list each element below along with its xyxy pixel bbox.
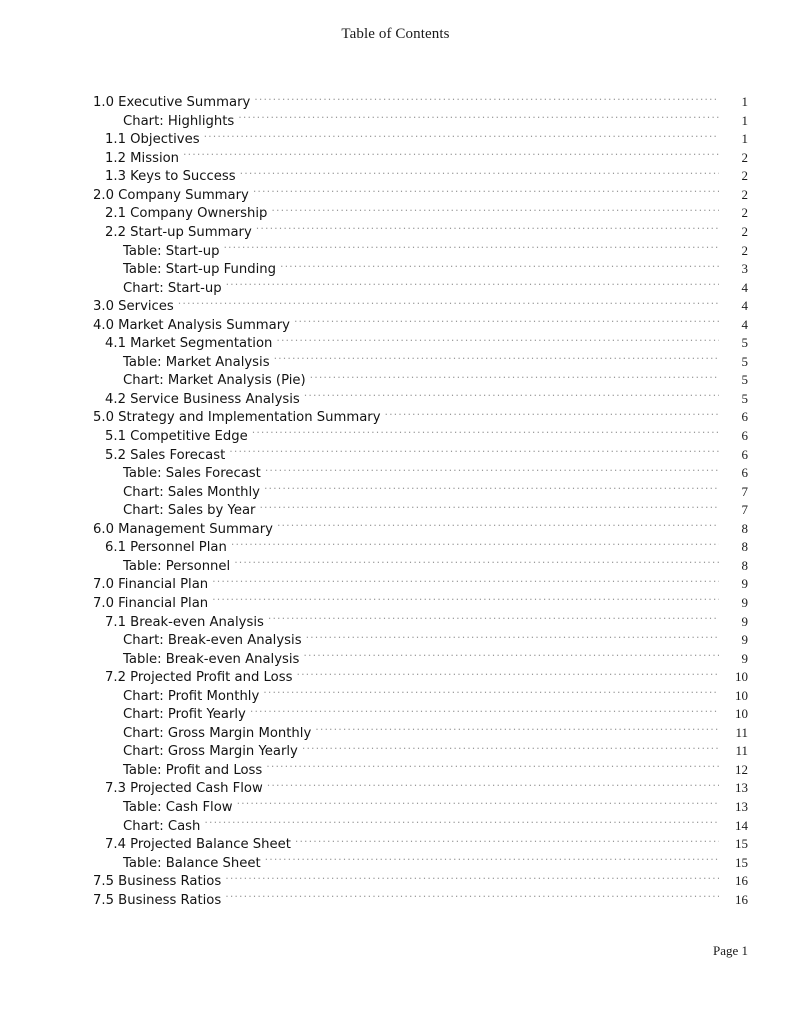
toc-entry-label: 7.1 Break-even Analysis (105, 614, 264, 630)
toc-entry-page-number: 6 (741, 465, 748, 481)
dot-leader (250, 705, 719, 718)
dot-leader (277, 520, 719, 533)
toc-entry-label: 1.3 Keys to Success (105, 169, 236, 185)
toc-entry-page-number: 13 (735, 798, 748, 814)
toc-entry-label: 7.2 Projected Profit and Loss (105, 670, 293, 686)
toc-entry-label: 7.5 Business Ratios (93, 874, 222, 890)
toc-entry-page-number: 2 (741, 205, 748, 221)
toc-entry-label: 5.2 Sales Forecast (105, 447, 226, 463)
toc-entry-label: 7.3 Projected Cash Flow (105, 781, 263, 797)
dot-leader (271, 204, 719, 217)
dot-leader (240, 167, 719, 180)
toc-entry-label: 1.0 Executive Summary (93, 95, 251, 111)
toc-entry[interactable] (93, 464, 748, 483)
toc-entry-page-number: 5 (741, 335, 748, 351)
dot-leader (204, 130, 719, 143)
toc-entry-label: 5.0 Strategy and Implementation Summary (93, 410, 381, 426)
dot-leader (304, 390, 719, 403)
dot-leader (263, 687, 719, 700)
toc-entry-label: Table: Personnel (123, 558, 231, 574)
toc-entry-page-number: 16 (735, 873, 748, 889)
toc-entry[interactable] (93, 93, 748, 112)
toc-entry-page-number: 5 (741, 353, 748, 369)
table-of-contents (93, 93, 748, 909)
toc-entry-page-number: 14 (735, 817, 748, 833)
toc-entry[interactable] (93, 204, 748, 223)
dot-leader (223, 241, 719, 254)
toc-entry-page-number: 4 (741, 298, 748, 314)
toc-entry-page-number: 6 (741, 409, 748, 425)
dot-leader (256, 223, 719, 236)
dot-leader (226, 278, 719, 291)
toc-entry[interactable] (93, 612, 748, 631)
dot-leader (315, 724, 719, 737)
toc-entry-label: Table: Balance Sheet (123, 855, 261, 871)
toc-entry-label: Table: Start-up Funding (123, 262, 276, 278)
dot-leader (268, 612, 719, 625)
toc-entry-label: Chart: Highlights (123, 113, 235, 129)
toc-entry-page-number: 8 (741, 539, 748, 555)
toc-entry-page-number: 8 (741, 520, 748, 536)
toc-entry[interactable] (93, 761, 748, 780)
dot-leader (264, 482, 719, 495)
dot-leader (265, 853, 719, 866)
toc-entry[interactable] (93, 186, 748, 205)
toc-entry-page-number: 2 (741, 168, 748, 184)
toc-entry[interactable] (93, 649, 748, 668)
toc-entry[interactable] (93, 334, 748, 353)
toc-entry-page-number: 1 (741, 131, 748, 147)
toc-entry-page-number: 15 (735, 854, 748, 870)
toc-entry-page-number: 16 (735, 891, 748, 907)
toc-entry-label: Chart: Break-even Analysis (123, 633, 302, 649)
dot-leader (183, 149, 719, 162)
dot-leader (178, 297, 719, 310)
dot-leader (225, 872, 719, 885)
toc-entry-label: 7.5 Business Ratios (93, 892, 222, 908)
toc-entry-page-number: 3 (741, 261, 748, 277)
page-title: Table of Contents (341, 26, 450, 42)
dot-leader (385, 408, 720, 421)
toc-entry-label: Table: Break-even Analysis (123, 651, 300, 667)
toc-entry-page-number: 6 (741, 428, 748, 444)
toc-entry[interactable] (93, 557, 748, 576)
toc-entry-page-number: 12 (735, 761, 748, 777)
toc-entry-label: Chart: Start-up (123, 280, 222, 296)
toc-entry[interactable] (93, 445, 748, 464)
dot-leader (259, 501, 719, 514)
toc-entry-label: 7.0 Financial Plan (93, 577, 209, 593)
dot-leader (295, 835, 719, 848)
toc-entry[interactable] (93, 835, 748, 854)
toc-entry-page-number: 4 (741, 316, 748, 332)
dot-leader (231, 538, 719, 551)
toc-entry-label: 2.2 Start-up Summary (105, 225, 252, 241)
dot-leader (280, 260, 719, 273)
toc-entry-page-number: 6 (741, 446, 748, 462)
toc-entry[interactable] (93, 742, 748, 761)
dot-leader (225, 891, 719, 904)
toc-entry[interactable] (93, 371, 748, 390)
toc-entry-page-number: 9 (741, 594, 748, 610)
toc-entry-label: 2.1 Company Ownership (105, 206, 268, 222)
toc-entry-label: Chart: Sales Monthly (123, 484, 260, 500)
toc-entry-label: Chart: Market Analysis (Pie) (123, 373, 306, 389)
toc-entry-label: Chart: Profit Monthly (123, 688, 260, 704)
toc-entry-label: Table: Market Analysis (123, 354, 270, 370)
toc-entry-page-number: 10 (735, 687, 748, 703)
toc-entry[interactable] (93, 724, 748, 743)
toc-entry-label: Chart: Profit Yearly (123, 707, 246, 723)
dot-leader (252, 427, 719, 440)
toc-entry[interactable] (93, 112, 748, 131)
toc-entry[interactable] (93, 260, 748, 279)
dot-leader (212, 575, 719, 588)
toc-entry-page-number: 1 (741, 94, 748, 110)
dot-leader (310, 371, 719, 384)
toc-entry-page-number: 2 (741, 224, 748, 240)
dot-leader (296, 668, 719, 681)
toc-entry[interactable] (93, 872, 748, 891)
dot-leader (303, 649, 719, 662)
dot-leader (265, 464, 719, 477)
toc-entry-label: Table: Cash Flow (123, 799, 233, 815)
dot-leader (212, 594, 719, 607)
dot-leader (276, 334, 719, 347)
toc-entry[interactable] (93, 167, 748, 186)
toc-entry-label: Chart: Sales by Year (123, 503, 256, 519)
toc-entry[interactable] (93, 816, 748, 835)
toc-entry[interactable] (93, 241, 748, 260)
toc-entry-page-number: 2 (741, 242, 748, 258)
toc-entry[interactable] (93, 668, 748, 687)
toc-entry[interactable] (93, 297, 748, 316)
toc-entry-label: 6.0 Management Summary (93, 521, 273, 537)
dot-leader (266, 761, 719, 774)
toc-entry[interactable] (93, 316, 748, 335)
toc-entry-label: 2.0 Company Summary (93, 187, 249, 203)
toc-entry[interactable] (93, 575, 748, 594)
toc-entry-page-number: 11 (735, 724, 748, 740)
toc-entry-label: 3.0 Services (93, 299, 174, 315)
dot-leader (204, 816, 719, 829)
toc-entry[interactable] (93, 223, 748, 242)
toc-entry-page-number: 2 (741, 149, 748, 165)
toc-entry-page-number: 9 (741, 632, 748, 648)
dot-leader (302, 742, 719, 755)
toc-entry-page-number: 15 (735, 836, 748, 852)
toc-entry[interactable] (93, 594, 748, 613)
toc-entry-label: 4.2 Service Business Analysis (105, 391, 300, 407)
page-footer: Page 1 (712, 943, 748, 958)
toc-entry-label: Chart: Gross Margin Yearly (123, 744, 298, 760)
toc-entry[interactable] (93, 687, 748, 706)
toc-entry-page-number: 5 (741, 372, 748, 388)
toc-entry-page-number: 9 (741, 613, 748, 629)
toc-entry[interactable] (93, 149, 748, 168)
toc-entry-page-number: 8 (741, 557, 748, 573)
toc-entry-page-number: 4 (741, 279, 748, 295)
toc-entry[interactable] (93, 538, 748, 557)
dot-leader (294, 316, 719, 329)
dot-leader (274, 353, 719, 366)
dot-leader (254, 93, 719, 106)
toc-entry[interactable] (93, 520, 748, 539)
toc-entry[interactable] (93, 501, 748, 520)
toc-entry[interactable] (93, 891, 748, 910)
toc-entry-page-number: 2 (741, 186, 748, 202)
dot-leader (253, 186, 719, 199)
toc-entry-label: 1.2 Mission (105, 150, 180, 166)
toc-entry-page-number: 7 (741, 502, 748, 518)
toc-entry-label: Table: Sales Forecast (123, 466, 261, 482)
toc-entry-label: Table: Profit and Loss (123, 762, 263, 778)
toc-entry[interactable] (93, 390, 748, 409)
toc-entry[interactable] (93, 130, 748, 149)
toc-entry-label: Chart: Cash (123, 818, 201, 834)
toc-entry[interactable] (93, 631, 748, 650)
toc-entry[interactable] (93, 779, 748, 798)
toc-entry[interactable] (93, 408, 748, 427)
toc-entry-label: 4.0 Market Analysis Summary (93, 317, 290, 333)
toc-entry-label: 7.4 Projected Balance Sheet (105, 837, 291, 853)
toc-entry-page-number: 10 (735, 706, 748, 722)
toc-entry-page-number: 11 (735, 743, 748, 759)
dot-leader (306, 631, 719, 644)
toc-entry-page-number: 1 (741, 112, 748, 128)
toc-entry[interactable] (93, 353, 748, 372)
dot-leader (237, 798, 719, 811)
toc-entry-label: 6.1 Personnel Plan (105, 540, 227, 556)
dot-leader (267, 779, 719, 792)
toc-entry[interactable] (93, 427, 748, 446)
dot-leader (229, 445, 719, 458)
toc-entry-label: 5.1 Competitive Edge (105, 429, 248, 445)
toc-entry-label: 1.1 Objectives (105, 132, 200, 148)
toc-entry[interactable] (93, 278, 748, 297)
dot-leader (238, 112, 719, 125)
toc-entry[interactable] (93, 705, 748, 724)
toc-entry-label: 4.1 Market Segmentation (105, 336, 273, 352)
toc-entry-page-number: 13 (735, 780, 748, 796)
toc-entry[interactable] (93, 853, 748, 872)
toc-entry-label: 7.0 Financial Plan (93, 595, 209, 611)
toc-entry[interactable] (93, 482, 748, 501)
toc-entry-page-number: 9 (741, 650, 748, 666)
toc-entry-page-number: 7 (741, 483, 748, 499)
toc-entry-page-number: 5 (741, 390, 748, 406)
dot-leader (234, 557, 719, 570)
toc-entry[interactable] (93, 798, 748, 817)
toc-entry-page-number: 10 (735, 669, 748, 685)
toc-entry-label: Chart: Gross Margin Monthly (123, 725, 312, 741)
toc-entry-page-number: 9 (741, 576, 748, 592)
toc-entry-label: Table: Start-up (123, 243, 220, 259)
